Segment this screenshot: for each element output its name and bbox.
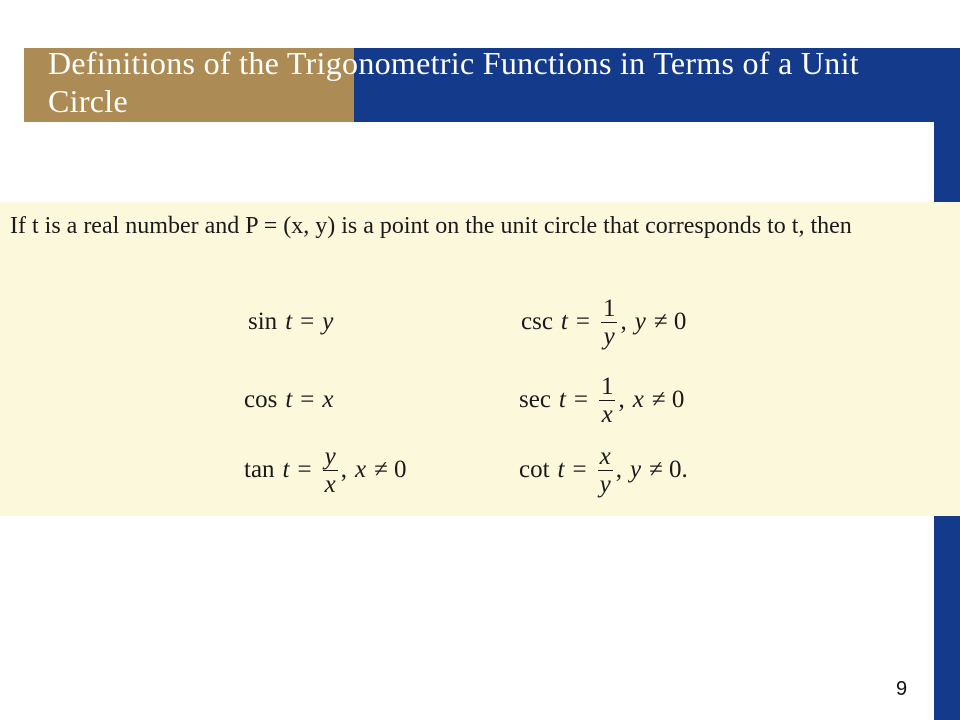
- sec-equals: =: [573, 386, 588, 413]
- formula-tan: tan t = $\frac{y}{x}$ , x ≠ 0: [244, 442, 407, 498]
- formula-sec: sec t = $\frac{1}{x}$ , x ≠ 0: [519, 372, 685, 428]
- tan-func: tan: [244, 456, 275, 483]
- sec-condition: ≠ 0: [651, 386, 685, 413]
- cot-numerator: x: [599, 442, 611, 470]
- tan-fraction: [323, 443, 338, 498]
- tan-condition: ≠ 0: [374, 456, 407, 483]
- csc-func: csc: [521, 308, 553, 335]
- sec-numerator: 1: [600, 372, 614, 400]
- formula-csc: csc t = $\frac{1}{y}$ , y ≠ 0: [521, 294, 687, 350]
- cot-cond-var: y: [629, 456, 642, 483]
- definition-box: [0, 202, 960, 516]
- sin-func: sin: [248, 308, 278, 335]
- cot-fraction: [598, 443, 613, 498]
- sec-func: sec: [519, 386, 551, 413]
- cos-func: cos: [244, 386, 278, 413]
- cot-denominator: y: [599, 470, 611, 498]
- csc-var: t: [560, 308, 568, 335]
- formula-cot: cot t = $\frac{x}{y}$ , y ≠ 0.: [519, 442, 688, 498]
- sec-cond-var: x: [632, 386, 644, 413]
- sec-fraction: [599, 373, 616, 428]
- csc-cond-var: y: [634, 308, 646, 335]
- formula-sin: [248, 292, 333, 352]
- cot-condition: ≠ 0.: [649, 456, 688, 483]
- slide-title: Definitions of the Trigonometric Functions in Terms of a Unit Circle: [48, 45, 859, 119]
- definition-intro: If t is a real number and P = (x, y) is a point on the unit circle that corresponds to t, then: [10, 213, 852, 239]
- cot-var: t: [557, 456, 565, 483]
- csc-numerator: 1: [602, 294, 616, 322]
- tan-numerator: y: [324, 442, 336, 470]
- cos-var: t: [285, 386, 293, 413]
- formula-cos: [244, 370, 334, 430]
- cot-func: cot: [519, 456, 550, 483]
- csc-fraction: [601, 295, 618, 350]
- tan-var: t: [282, 456, 290, 483]
- sec-denominator: x: [601, 400, 613, 428]
- csc-equals: =: [575, 308, 590, 335]
- sin-equals: =: [300, 308, 315, 335]
- sec-var: t: [558, 386, 566, 413]
- cos-rhs: x: [322, 386, 334, 413]
- cot-equals: =: [572, 456, 587, 483]
- cos-equals: =: [300, 386, 315, 413]
- sin-var: t: [285, 308, 293, 335]
- csc-condition: ≠ 0: [653, 308, 687, 335]
- tan-equals: =: [297, 456, 312, 483]
- tan-denominator: x: [324, 470, 336, 498]
- csc-denominator: y: [603, 322, 615, 350]
- page-number: 9: [896, 678, 908, 700]
- sin-rhs: y: [322, 308, 334, 335]
- tan-cond-var: x: [354, 456, 367, 483]
